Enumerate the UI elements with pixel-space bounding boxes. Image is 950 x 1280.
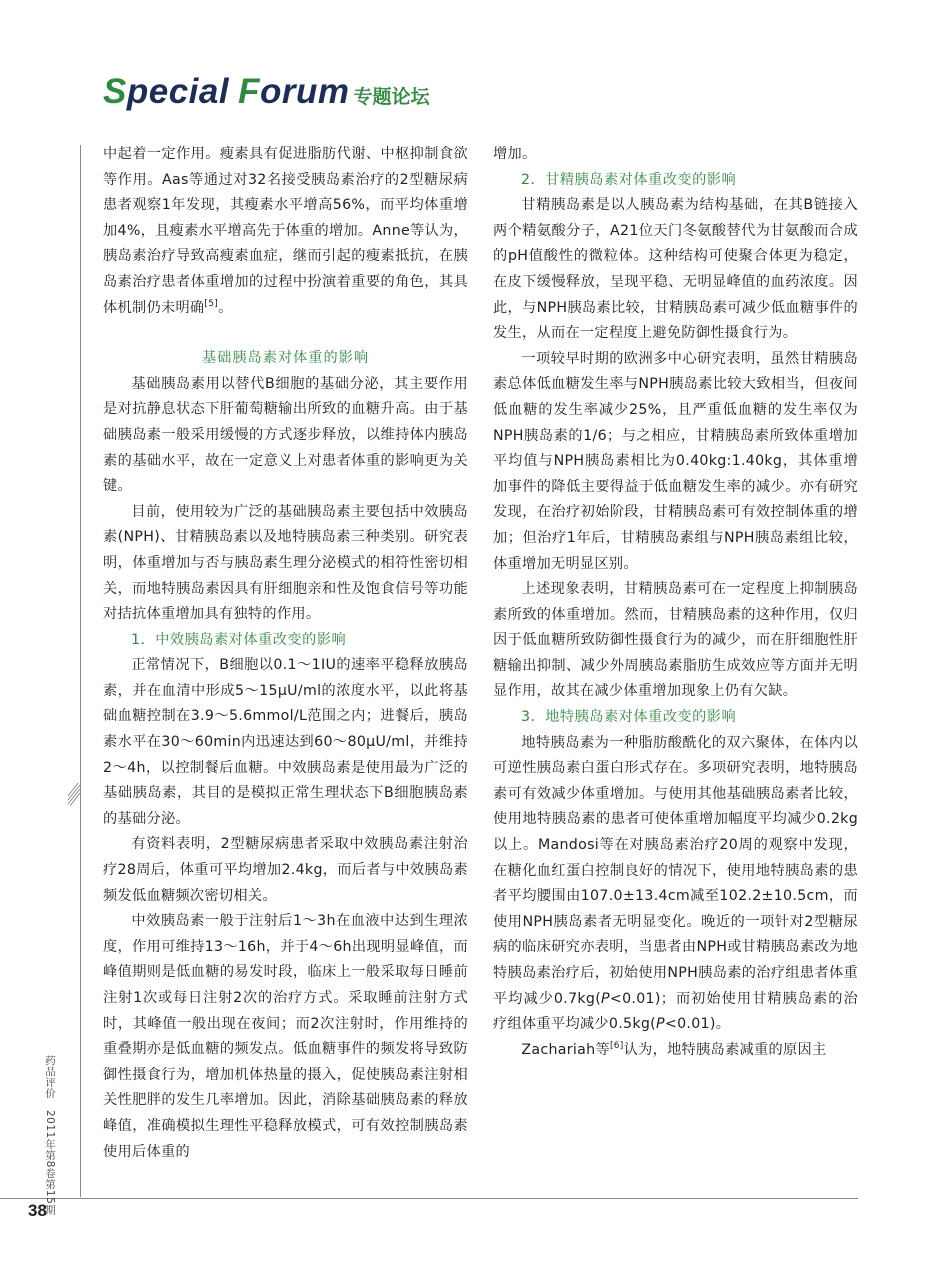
hatch-mark-icon — [67, 782, 81, 806]
paragraph: Zachariah等[6]认为，地特胰岛素减重的原因主 — [521, 1040, 827, 1058]
citation-ref: [6] — [609, 1040, 624, 1051]
paragraph: 一项较早时期的欧洲多中心研究表明，虽然甘精胰岛素总体低血糖发生率与NPH胰岛素比较大致相当，但夜间低血糖的发生率减少25%，且严重低血糖的发生率仅为NPH胰岛素的1/6；与之相应，甘精胰岛素所致体重增加平均值与NPH胰岛素相比为0.40kg:1.40kg，其体重增加事件的降低主要得益于低血糖发生率的减少。亦有研究发现，在治疗初始阶段，甘精胰岛素可有效控制体重的增加；但治疗1年后，甘精胰岛素组与NPH胰岛素组比较，体重增加无明显区别。 — [493, 350, 858, 572]
brand-initial-f: F — [238, 72, 260, 111]
footer-rule — [0, 1198, 858, 1199]
brand-word-forum: orum — [259, 72, 350, 111]
page-number: 38 — [28, 1201, 47, 1220]
paragraph: 正常情况下，B细胞以0.1～1IU的速率平稳释放胰岛素，并在血清中形成5～15μU/ml的浓度水平，以此将基础血糖控制在3.9～5.6mmol/L范围之内；进餐后，胰岛素水平在30～60min内迅速达到60～80μU/ml，并维持2～4h，以控制餐后血糖。中效胰岛素是使用最为广泛的基础胰岛素，其目的是模拟正常生理状态下B细胞胰岛素的基础分泌。 — [103, 657, 468, 827]
paragraph: 基础胰岛素用以替代B细胞的基础分泌，其主要作用是对抗静息状态下肝葡萄糖输出所致的血糖升高。由于基础胰岛素一般采用缓慢的方式逐步释放，以维持体内胰岛素的基础水平，故在一定意义上对患者体重的影响更为关键。 — [103, 375, 468, 495]
paragraph: 地特胰岛素为一种脂肪酸酰化的双六聚体，在体内以可逆性胰岛素白蛋白形式存在。多项研究表明，地特胰岛素可有效减少体重增加。与使用其他基础胰岛素者比较，使用地特胰岛素的患者可使体重增加幅度平均减少0.2kg以上。Mandosi等在对胰岛素治疗20周的观察中发现，在糖化血红蛋白控制良好的情况下，使用地特胰岛素的患者平均腰围由107.0±13.4cm减至102.2±10.5cm，而使用NPH胰岛素者无明显变化。晚近的一项针对2型糖尿病的临床研究亦表明，当患者由NPH或甘精胰岛素改为地特胰岛素治疗后，初始使用NPH胰岛素的治疗组患者体重平均减少0.7kg(P<0.01)；而初始使用甘精胰岛素的治疗组体重平均减少0.5kg(P<0.01)。 — [493, 734, 858, 1033]
page-header — [103, 72, 430, 116]
citation-ref: [5] — [204, 298, 219, 309]
brand-word-special: pecial — [126, 72, 230, 111]
section-heading-basal-insulin: 基础胰岛素对体重的影响 — [201, 350, 370, 367]
brand-initial-s: S — [103, 72, 127, 111]
paragraph: 甘精胰岛素是以人胰岛素为结构基础，在其B链接入两个精氨酸分子，A21位天门冬氨酸替代为甘氨酸而合成的pH值酸性的微粒体。这种结构可使聚合体更为稳定，在皮下缓慢释放，呈现平稳、无明显峰值的血药浓度。因此，与NPH胰岛素比较，甘精胰岛素可减少低血糖事件的发生，从而在一定程度上避免防御性摄食行为。 — [493, 197, 858, 342]
subheading-nph: 1．中效胰岛素对体重改变的影响 — [131, 631, 347, 648]
paragraph: 上述现象表明，甘精胰岛素可在一定程度上抑制胰岛素所致的体重增加。然而，甘精胰岛素的这种作用，仅归因于低血糖所致防御性摄食行为的减少，而在肝细胞性肝糖输出抑制、减少外周胰岛素脂肪生成效应等方面并无明显作用，故其在减少体重增加现象上仍有欠缺。 — [493, 581, 858, 700]
section-title-zh: 专题论坛 — [353, 86, 430, 108]
margin-divider — [80, 145, 81, 1197]
section-brand — [103, 72, 349, 112]
paragraph: 中效胰岛素一般于注射后1～3h在血液中达到生理浓度，作用可维持13～16h，并于4～6h出现明显峰值，而峰值期则是低血糖的易发时段，临床上一般采取每日睡前注射1次或每日注射2次的治疗方式。采取睡前注射方式时，其峰值一般出现在夜间；而2次注射时，作用维持的重叠期亦是低血糖的频发点。低血糖事件的频发将导致防御性摄食行为，增加机体热量的摄入，促使胰岛素注射相关性肥胖的发生几率增加。因此，消除基础胰岛素的释放峰值，准确模拟生理性平稳释放模式，可有效控制胰岛素使用后体重的 — [103, 913, 468, 1160]
right-column — [493, 142, 858, 1063]
paragraph: 有资料表明，2型糖尿病患者采取中效胰岛素注射治疗28周后，体重可平均增加2.4kg，而后者与中效胰岛素频发低血糖频次密切相关。 — [103, 836, 468, 904]
paragraph: 目前，使用较为广泛的基础胰岛素主要包括中效胰岛素(NPH)、甘精胰岛素以及地特胰岛素三种类别。研究表明，体重增加与否与胰岛素生理分泌模式的相符性密切相关，而地特胰岛素因具有肝细胞亲和性及饱食信号等功能对拮抗体重增加具有独特的作用。 — [103, 503, 468, 623]
paragraph: 中起着一定作用。瘦素具有促进脂肪代谢、中枢抑制食欲等作用。Aas等通过对32名接受胰岛素治疗的2型糖尿病患者观察1年发现，其瘦素水平增高56%，而平均体重增加4%，且瘦素水平增高先于体重的增加。Anne等认为，胰岛素治疗导致高瘦素血症，继而引起的瘦素抵抗，在胰岛素治疗患者体重增加的过程中扮演着重要的角色，其具体机制仍未明确[5]。 — [103, 146, 468, 316]
paragraph: 增加。 — [493, 146, 537, 162]
subheading-detemir: 3．地特胰岛素对体重改变的影响 — [521, 709, 737, 726]
subheading-glargine: 2．甘精胰岛素对体重改变的影响 — [521, 171, 737, 188]
journal-info: 药品评价 2011年第8卷第15期 — [44, 1055, 56, 1216]
left-column — [103, 142, 468, 1165]
